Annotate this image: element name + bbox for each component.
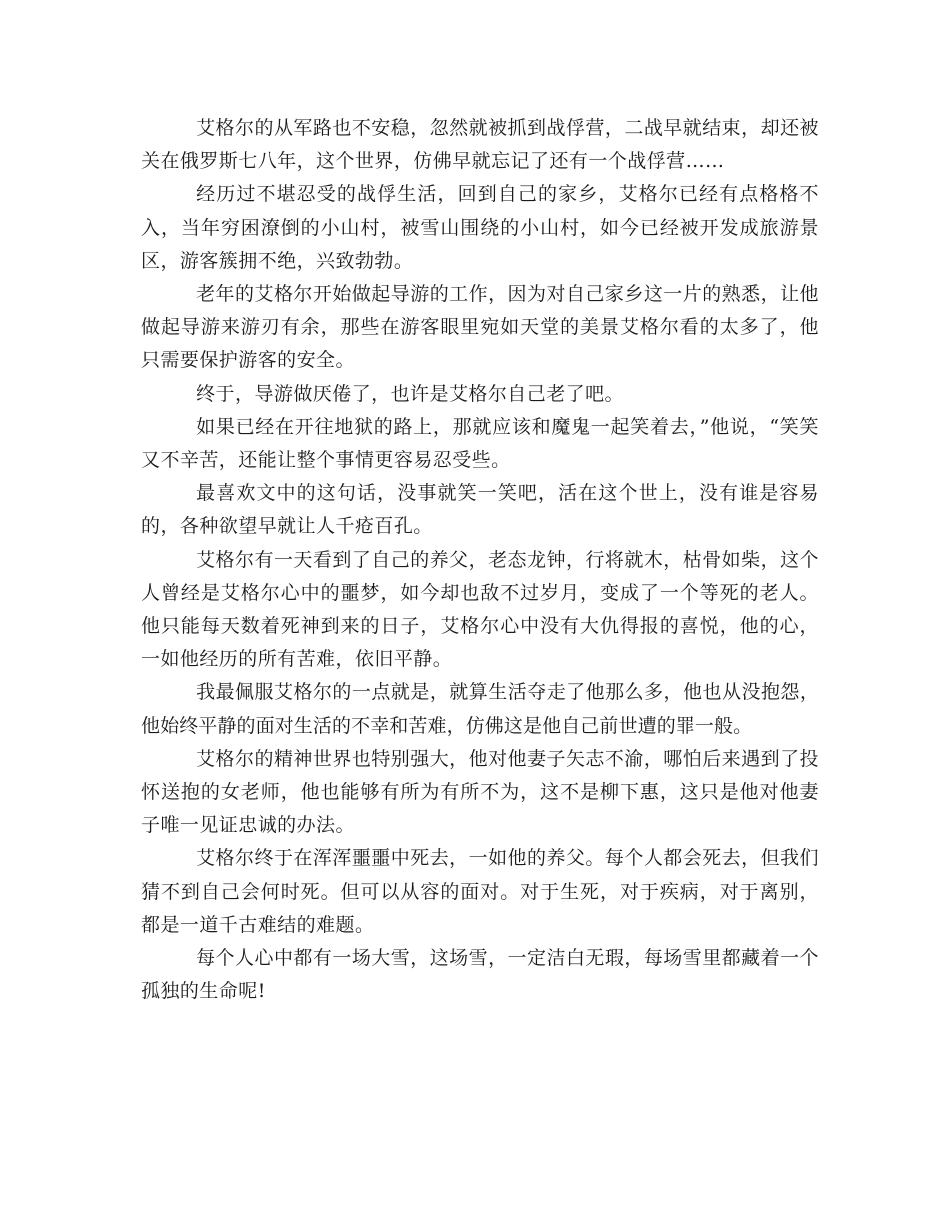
paragraph: 最喜欢文中的这句话，没事就笑一笑吧，活在这个世上，没有谁是容易的，各种欲望早就让人千疮百孔。: [141, 482, 819, 538]
paragraph: 艾格尔的精神世界也特别强大，他对他妻子矢志不渝，哪怕后来遇到了投怀送抱的女老师，他也能够有所为有所不为，这不是柳下惠，这只是他对他妻子唯一见证忠诚的办法。: [141, 747, 819, 837]
paragraph: 艾格尔的从军路也不安稳，忽然就被抓到战俘营，二战早就结束，却还被关在俄罗斯七八年，这个世界，仿佛早就忘记了还有一个战俘营……: [141, 117, 819, 173]
paragraph: 如果已经在开往地狱的路上，那就应该和魔鬼一起笑着去，”他说，“笑笑又不辛苦，还能让整个事情更容易忍受些。: [141, 415, 819, 472]
paragraph: 终于，导游做厌倦了，也许是艾格尔自己老了吧。: [196, 382, 624, 405]
paragraph: 老年的艾格尔开始做起导游的工作，因为对自己家乡这一片的熟悉，让他做起导游来游刃有余，那些在游客眼里宛如天堂的美景艾格尔看的太多了，他只需要保护游客的安全。: [141, 283, 819, 372]
paragraph: 艾格尔有一天看到了自己的养父，老态龙钟，行将就木，枯骨如柴，这个人曾经是艾格尔心中的噩梦，如今却也敌不过岁月，变成了一个等死的老人。他只能每天数着死神到来的日子，艾格尔心中没有大仇得报的喜悦，他的心，一如他经历的所有苦难，依旧平静。: [141, 548, 819, 671]
document-body: [141, 112, 819, 1008]
paragraph: 我最佩服艾格尔的一点就是，就算生活夺走了他那么多，他也从没抱怨，他始终平静的面对生活的不幸和苦难，仿佛这是他自己前世遭的罪一般。: [141, 681, 819, 737]
paragraph: 艾格尔终于在浑浑噩噩中死去，一如他的养父。每个人都会死去，但我们猜不到自己会何时死。但可以从容的面对。对于生死，对于疾病，对于离别，都是一道千古难结的难题。: [141, 847, 819, 936]
paragraph: 每个人心中都有一场大雪，这场雪，一定洁白无瑕，每场雪里都藏着一个孤独的生命呢!: [141, 947, 819, 1003]
paragraph: 经历过不堪忍受的战俘生活，回到自己的家乡，艾格尔已经有点格格不入，当年穷困潦倒的小山村，被雪山围绕的小山村，如今已经被开发成旅游景区，游客簇拥不绝，兴致勃勃。: [141, 183, 819, 272]
